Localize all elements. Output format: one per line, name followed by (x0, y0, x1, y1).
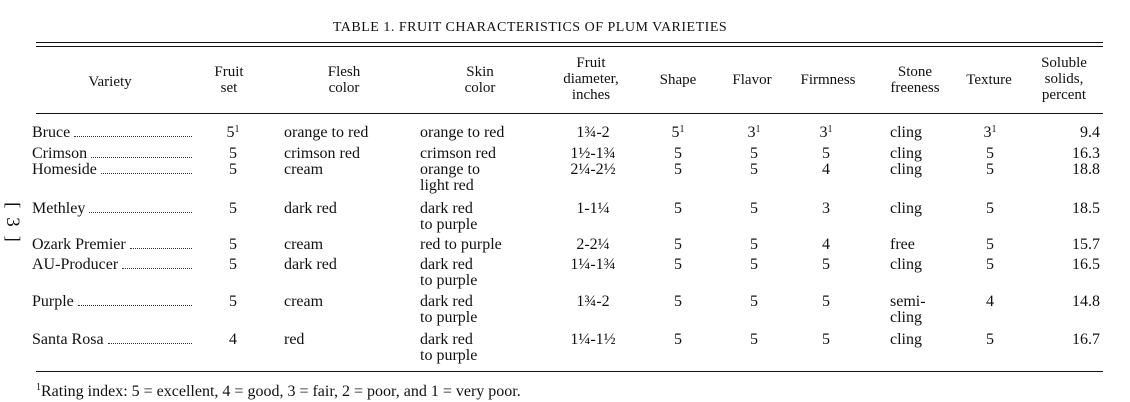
cell-fruit-set: 5 (229, 200, 237, 217)
header-fruit-diameter: Fruit diameter, inches (563, 55, 619, 103)
cell-variety: Crimson (32, 146, 194, 162)
cell-variety: Ozark Premier (32, 237, 194, 253)
cell-diameter: 2-2¼ (576, 236, 610, 253)
cell-firmness: 5 (822, 256, 830, 273)
cell-flesh-color: red (284, 331, 305, 348)
cell-texture: $3^1$ (983, 124, 997, 141)
cell-variety: Bruce (32, 125, 194, 141)
header-flavor: Flavor (732, 72, 772, 88)
header-soluble-solids: Soluble solids, percent (1041, 55, 1087, 103)
cell-skin-color: dark red to purple (420, 293, 478, 326)
cell-fruit-set: 5 (229, 256, 237, 273)
cell-soluble-solids: 16.5 (1072, 256, 1100, 273)
cell-soluble-solids: 15.7 (1072, 236, 1100, 253)
bottom-rule (36, 371, 1103, 372)
cell-flavor: 5 (750, 256, 758, 273)
cell-soluble-solids: 16.7 (1072, 331, 1100, 348)
cell-flesh-color: dark red (284, 200, 337, 217)
cell-firmness: 3 (822, 200, 830, 217)
cell-soluble-solids: 18.8 (1072, 161, 1100, 178)
cell-diameter: 1¾-2 (576, 124, 610, 141)
cell-diameter: 1½-1¾ (570, 145, 616, 162)
cell-flesh-color: dark red (284, 256, 337, 273)
top-double-rule-1 (36, 42, 1103, 43)
cell-stone-freeness: cling (890, 331, 922, 348)
cell-variety: Purple (32, 294, 194, 310)
dot-leader (101, 173, 192, 174)
cell-flesh-color: cream (284, 236, 324, 253)
cell-shape: 5 (674, 200, 682, 217)
cell-fruit-set: 5 (229, 161, 237, 178)
cell-shape: 5 (674, 293, 682, 310)
cell-texture: 5 (986, 256, 994, 273)
cell-flesh-color: cream (284, 161, 324, 178)
dot-leader (89, 212, 192, 213)
cell-firmness: $3^1$ (819, 124, 833, 141)
header-texture: Texture (966, 72, 1012, 88)
header-variety: Variety (88, 74, 132, 90)
cell-diameter: 1¼-1¾ (570, 256, 616, 273)
cell-shape: 5 (674, 331, 682, 348)
cell-firmness: 5 (822, 145, 830, 162)
page-number-marker: [ 3 ] (2, 202, 23, 244)
cell-firmness: 4 (822, 236, 830, 253)
cell-shape: 5 (674, 145, 682, 162)
cell-stone-freeness: cling (890, 145, 922, 162)
top-double-rule-2 (36, 46, 1103, 47)
header-rule (36, 113, 1103, 114)
cell-skin-color: dark red to purple (420, 256, 478, 289)
cell-fruit-set: $5^1$ (226, 124, 240, 141)
cell-flavor: $3^1$ (747, 124, 761, 141)
cell-fruit-set: 5 (229, 293, 237, 310)
cell-skin-color: dark red to purple (420, 331, 478, 364)
cell-skin-color: crimson red (420, 145, 496, 162)
cell-skin-color: dark red to purple (420, 200, 478, 233)
cell-stone-freeness: semi- cling (890, 293, 926, 326)
dot-leader (130, 248, 192, 249)
cell-stone-freeness: cling (890, 161, 922, 178)
cell-variety: Santa Rosa (32, 332, 194, 348)
cell-shape: $5^1$ (671, 124, 685, 141)
cell-firmness: 4 (822, 161, 830, 178)
cell-texture: 5 (986, 236, 994, 253)
cell-flavor: 5 (750, 236, 758, 253)
header-firmness: Firmness (800, 72, 856, 88)
cell-flavor: 5 (750, 200, 758, 217)
cell-variety: AU-Producer (32, 257, 194, 273)
cell-flesh-color: orange to red (284, 124, 369, 141)
cell-fruit-set: 4 (229, 331, 237, 348)
cell-variety: Homeside (32, 162, 194, 178)
table-title: TABLE 1. FRUIT CHARACTERISTICS OF PLUM VARIETIES (332, 20, 728, 35)
cell-firmness: 5 (822, 331, 830, 348)
cell-stone-freeness: cling (890, 124, 922, 141)
cell-flavor: 5 (750, 293, 758, 310)
cell-flavor: 5 (750, 161, 758, 178)
cell-flavor: 5 (750, 145, 758, 162)
header-stone-freeness: Stone freeness (890, 64, 940, 96)
cell-skin-color: orange to red (420, 124, 505, 141)
cell-shape: 5 (674, 256, 682, 273)
dot-leader (78, 305, 192, 306)
cell-stone-freeness: free (890, 236, 915, 253)
cell-soluble-solids: 9.4 (1080, 124, 1100, 141)
cell-stone-freeness: cling (890, 200, 922, 217)
cell-texture: 5 (986, 161, 994, 178)
cell-fruit-set: 5 (229, 236, 237, 253)
cell-variety: Methley (32, 201, 194, 217)
cell-soluble-solids: 16.3 (1072, 145, 1100, 162)
cell-flavor: 5 (750, 331, 758, 348)
header-skin-color: Skin color (464, 64, 496, 96)
cell-skin-color: red to purple (420, 236, 502, 253)
header-fruit-set: Fruit set (214, 64, 244, 96)
cell-fruit-set: 5 (229, 145, 237, 162)
cell-texture: 5 (986, 200, 994, 217)
cell-diameter: 1¼-1½ (570, 331, 616, 348)
header-shape: Shape (659, 72, 697, 88)
cell-diameter: 1-1¼ (576, 200, 610, 217)
cell-texture: 5 (986, 145, 994, 162)
table-footnote: $^1$Rating index: 5 = excellent, 4 = good, 3 = fair, 2 = poor, and 1 = very poor. (36, 382, 521, 400)
dot-leader (91, 157, 192, 158)
cell-shape: 5 (674, 236, 682, 253)
cell-flesh-color: crimson red (284, 145, 360, 162)
cell-texture: 5 (986, 331, 994, 348)
cell-flesh-color: cream (284, 293, 324, 310)
cell-texture: 4 (986, 293, 994, 310)
dot-leader (108, 343, 192, 344)
cell-soluble-solids: 14.8 (1072, 293, 1100, 310)
cell-skin-color: orange to light red (420, 161, 480, 194)
cell-soluble-solids: 18.5 (1072, 200, 1100, 217)
cell-stone-freeness: cling (890, 256, 922, 273)
header-flesh-color: Flesh color (327, 64, 361, 96)
dot-leader (122, 268, 192, 269)
dot-leader (74, 136, 192, 137)
cell-shape: 5 (674, 161, 682, 178)
cell-diameter: 1¾-2 (576, 293, 610, 310)
cell-firmness: 5 (822, 293, 830, 310)
cell-diameter: 2¼-2½ (570, 161, 616, 178)
